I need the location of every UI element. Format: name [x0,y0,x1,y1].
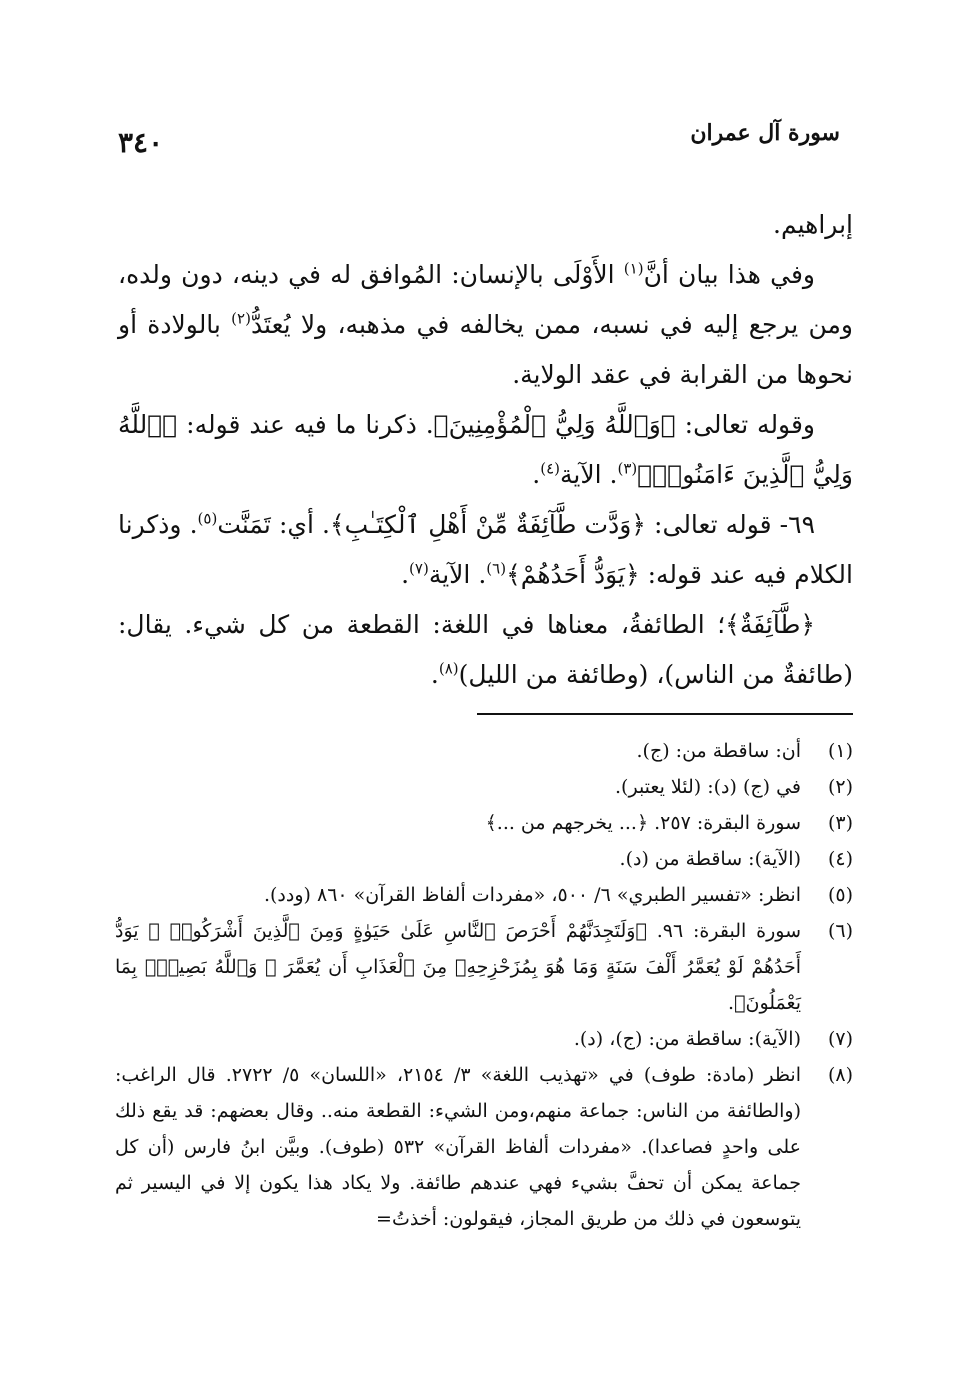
footnote-text: في (ج) (د): (لئلا يعتبر). [615,776,801,798]
paragraph: وفي هذا بيان أنَّ$^{(١)}$ الأَوْلَى بالإنسان: المُوافق له في دينه، دون ولده، ومن يرجع إليه في نسبه، ممن يخالفه في مذهبه، ولا يُعتَدُّ$^{(٢)}$ بالولادة أو نحوها من القرابة في عقد الولاية. [118,259,853,389]
footnote-marker: (٣) [617,459,638,478]
footnote-text: (الآية): ساقطة من: (ج)، (د). [573,1028,801,1050]
footnote-marker: (٥) [197,509,218,528]
page-header [118,112,850,162]
footnote-number: (٤) [827,848,853,870]
running-title: سورة آل عمران [690,120,840,146]
footnote-divider [477,713,853,715]
footnote [115,1021,853,1057]
footnote-marker: (٢) [231,309,251,328]
footnote-number: (٥) [827,884,853,906]
footnote [115,1057,853,1237]
footnote-text: انظر (مادة: طوف) في «تهذيب اللغة» ٣/ ٢١٥٤، «اللسان» ٥/ ٢٧٢٢. قال الراغب: (والطائفة من الناس: جماعة منهم،ومن الشيء: القطعة منه.. وقال بعضهم: قد يقع ذلك على واحدٍ فصاعدا). «مفردات ألفاظ القرآن» ٥٣٢ (طوف). وبيَّن ابنُ فارس (أن كل جماعة يمكن أن تحفَّ بشيء فهي عندهم طائفة. ولا يكاد هذا يكون إلا في اليسير ثم يتوسعون في ذلك من طريق المجاز، فيقولون: أخذتُ= [115,1064,801,1230]
footnote-marker: (٤) [540,459,561,478]
footnote-text: سورة البقرة: ٢٥٧. ﴿... يخرجهم من ...﴾ [485,812,801,834]
footnote-marker: (١) [623,259,644,278]
footnote-marker: (٧) [409,559,429,578]
footnote-text: سورة البقرة: ٩٦. ﴿وَلَتَجِدَنَّهُمْ أَحْرَصَ ٱلنَّاسِ عَلَىٰ حَيَوٰةٍ وَمِنَ ٱلَّذِينَ أَشْرَكُوا۟ ۚ يَوَدُّ أَحَدُهُمْ لَوْ يُعَمَّرُ أَلْفَ سَنَةٍ وَمَا هُوَ بِمُزَحْزِحِهِۦ مِنَ ٱلْعَذَابِ أَن يُعَمَّرَ ۗ وَٱللَّهُ بَصِيرٌۢ بِمَا يَعْمَلُونَ﴾. [115,920,801,1014]
footnote-number: (٧) [827,1028,853,1050]
footnote-number: (٣) [827,812,853,834]
page-number: ٣٤٠ [118,126,164,159]
footnote-text: (الآية): ساقطة من (د). [619,848,801,870]
paragraph: ﴿طَّآئِفَةٌ﴾؛ الطائفةُ، معناها في اللغة: القطعة من كل شيء. يقال: (طائفةٌ من الناس)، (وطائفة من الليل)$^{(٨)}$. [118,610,853,689]
footnote [115,805,853,841]
paragraph: ٦٩- قوله تعالى: ﴿وَدَّت طَّآئِفَةٌ مِّنْ أَهْلِ ٱلْكِتَـٰبِ﴾. أي: تَمَنَّت$^{(٥)}$. وذكرنا الكلام فيه عند قوله: ﴿يَوَدُّ أَحَدُهُمْ﴾$^{(٦)}$. الآية$^{(٧)}$. [118,509,853,589]
footnotes [115,733,853,1237]
footnote-text: أن: ساقطة من: (ج). [636,740,801,762]
paragraph: إبراهيم. [773,210,853,239]
main-text [118,200,853,700]
footnote-number: (١) [827,740,853,762]
footnote [115,913,853,1021]
footnote [115,769,853,805]
footnote [115,733,853,769]
footnote-text: انظر: «تفسير الطبري» ٦/ ٥٠٠، «مفردات ألفاظ القرآن» ٨٦٠ (ودد). [263,884,801,906]
footnote-number: (٦) [827,920,853,942]
footnote-marker: (٦) [486,559,507,578]
footnote [115,841,853,877]
footnote-number: (٢) [827,776,853,798]
paragraph: وقوله تعالى: ﴿وَٱللَّهُ وَلِيُّ ٱلْمُؤْمِنِينَ﴾. ذكرنا ما فيه عند قوله: ﴿ٱللَّهُ وَلِيُّ ٱلَّذِينَ ءَامَنُوا۟﴾$^{(٣)}$. الآية$^{(٤)}$. [118,410,853,489]
footnote [115,877,853,913]
footnote-marker: (٨) [438,659,459,678]
footnote-number: (٨) [827,1064,853,1086]
